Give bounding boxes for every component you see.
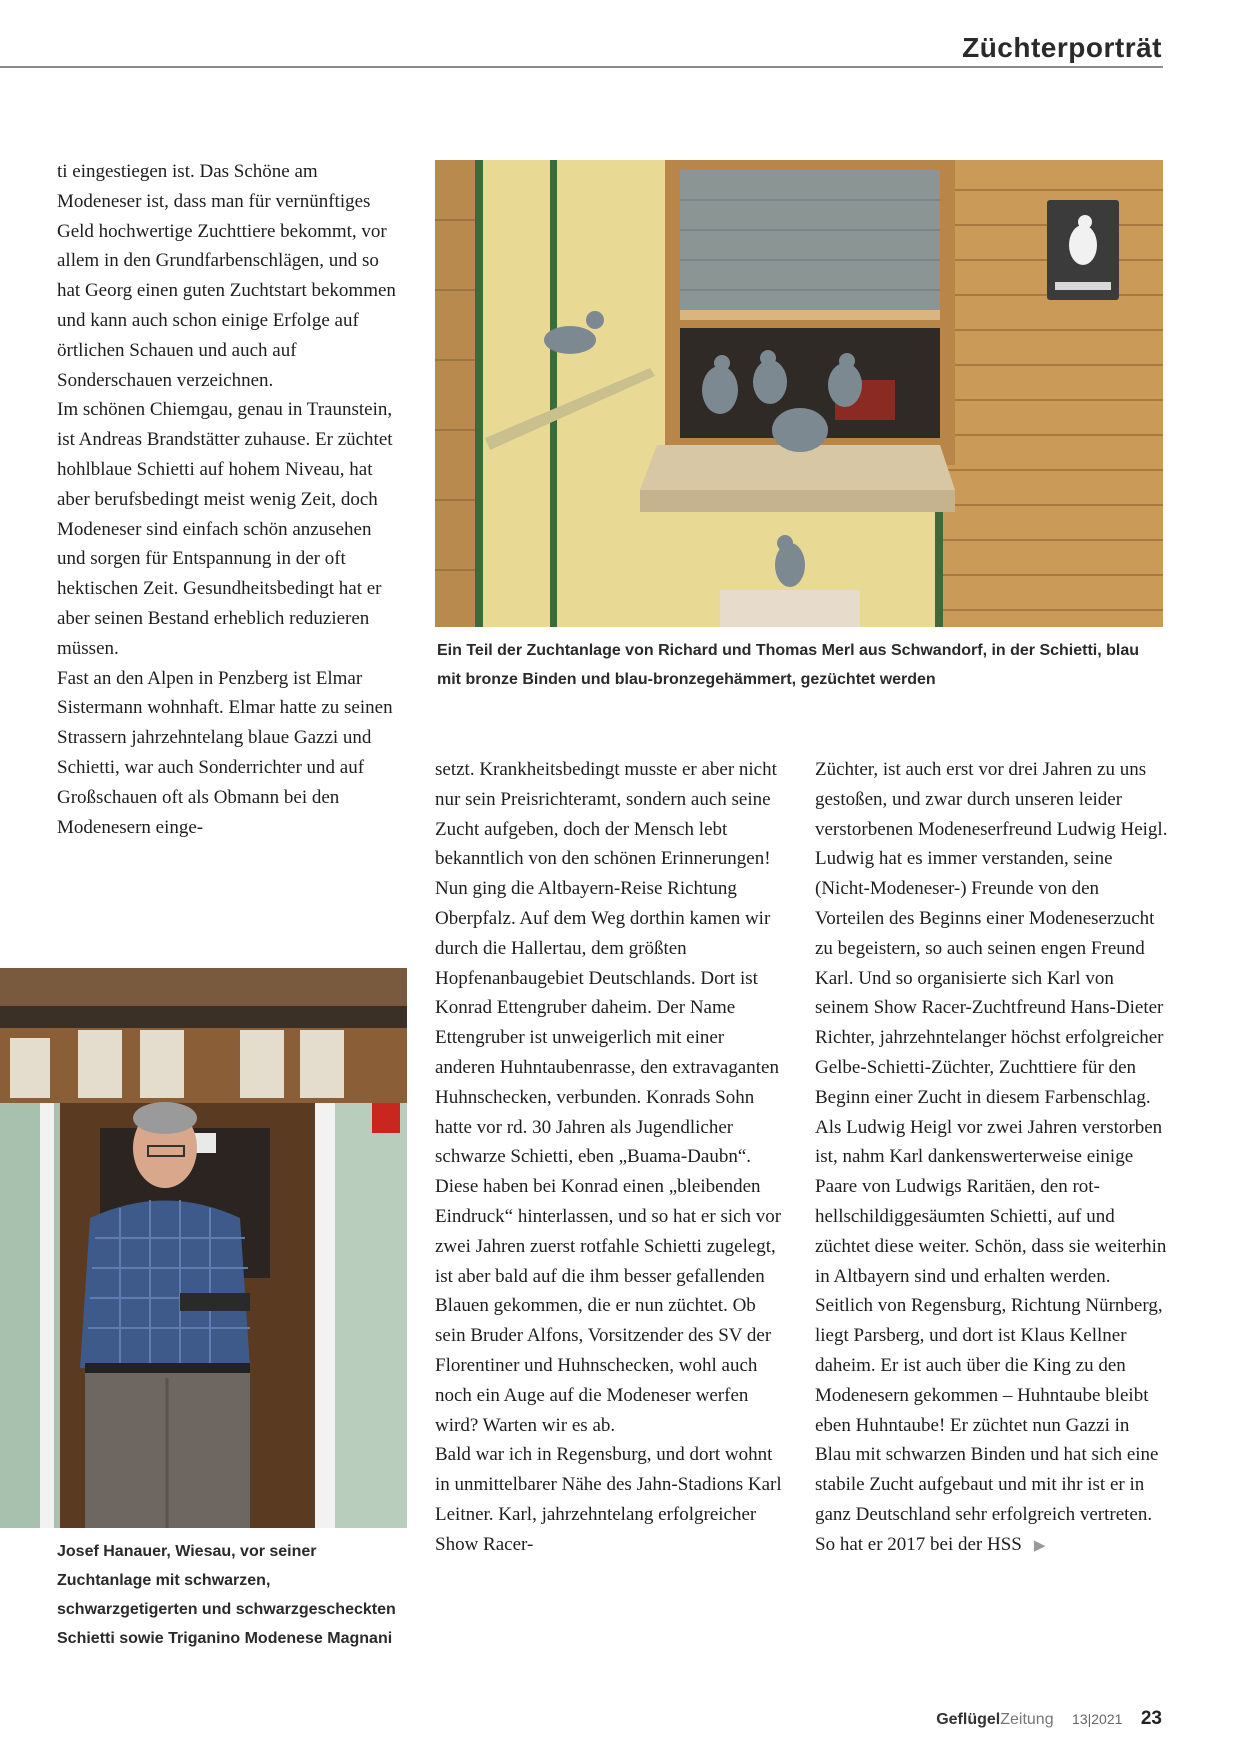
paragraph: Züchter, ist auch erst vor drei Jahren zu uns gestoßen, und zwar durch unseren leider verstorbenen Modeneserfreund Ludwig Heigl. Ludwig hat es immer verstanden, seine (Nicht-Modeneser-) Freunde von den Vorteilen des Beginns einer Modeneserzucht zu begeistern, so auch seinen engen Freund Karl. Und so organisierte sich Karl von seinem Show Racer-Zuchtfreund Hans-Dieter Richter, jahrzehntelanger höchst erfolgreicher Gelbe-Schietti-Züchter, Zuchttiere für den Beginn einer Zucht in diesem Farbenschlag. Als Ludwig Heigl vor zwei Jahren verstorben ist, nahm Karl dankenswerterweise einige Paare von Ludwigs Raritäen, den rot-hellschildiggesäumten Schietti, auf und züchtet diese weiter. Schön, dass sie weiterhin in Altbayern sind und erhalten werden. bbox=[815, 759, 1168, 1287]
header-rule bbox=[0, 66, 1163, 68]
caption-pigeon-loft: Ein Teil der Zuchtanlage von Richard und Thomas Merl aus Schwandorf, in der Schietti, blau mit bronze Binden und blau-bronzegehämmert, gezüchtet werden bbox=[437, 642, 1140, 688]
magazine-brand-bold: Geflügel bbox=[936, 1711, 1001, 1728]
breeder-portrait-illustration bbox=[0, 968, 407, 1528]
paragraph: Fast an den Alpen in Penzberg ist Elmar Sistermann wohnhaft. Elmar hatte zu seinen Strassern jahrzehntelang blaue Gazzi und Schietti, war auch Sonderrichter und auf Großschauen oft als Obmann bei den Modenesern einge- bbox=[57, 667, 393, 838]
paragraph: ti eingestiegen ist. Das Schöne am Modeneser ist, dass man für vernünftiges Geld hochwertige Zuchttiere bekommt, vor allem in den Grundfarbenschlägen, und so hat Georg einen guten Zuchtstart bekommen und kann auch schon einige Erfolge auf örtlichen Schauen und auch auf Sonderschauen verzeichnen. bbox=[57, 161, 396, 391]
paragraph: setzt. Krankheitsbedingt musste er aber nicht nur sein Preisrichteramt, sondern auch seine Zucht aufgeben, doch der Mensch lebt bekanntlich von den schönen Erinnerungen! bbox=[435, 759, 777, 870]
continue-arrow-icon: ▶ bbox=[1033, 1537, 1046, 1554]
paragraph bbox=[815, 1291, 1170, 1561]
caption-breeder-portrait: Josef Hanauer, Wiesau, vor seiner Zuchtanlage mit schwarzen, schwarzgetigerten und schwarzgescheckten Schietti sowie Triganino Modenese Magnani bbox=[57, 1543, 396, 1647]
text-column-1 bbox=[57, 157, 402, 842]
paragraph: Bald war ich in Regensburg, und dort wohnt in unmittelbarer Nähe des Jahn-Stadions Karl Leitner. Karl, jahrzehntelang erfolgreicher Show Racer- bbox=[435, 1444, 782, 1555]
section-title: Züchterporträt bbox=[962, 32, 1162, 63]
paragraph-text: Seitlich von Regensburg, Richtung Nürnberg, liegt Parsberg, und dort ist Klaus Kellner daheim. Er ist auch über die King zu den Modenesern gekommen – Huhntaube bleibt eben Huhntaube! Er züchtet nun Gazzi in Blau mit schwarzen Binden und hat sich eine stabile Zucht aufgebaut und mit ihr ist er in ganz Deutschland sehr erfolgreich vertreten. So hat er 2017 bei der HSS bbox=[815, 1295, 1163, 1555]
pigeon-loft-illustration bbox=[435, 160, 1163, 627]
paragraph: Im schönen Chiemgau, genau in Traunstein, ist Andreas Brandstätter zuhause. Er züchtet hohlblaue Schietti auf hohem Niveau, hat aber berufsbedingt meist wenig Zeit, doch Modeneser sind einfach schön anzusehen und sorgen für Entspannung in der oft hektischen Zeit. Gesundheitsbedingt hat er aber seinen Bestand erheblich reduzieren müssen. bbox=[57, 399, 393, 659]
photo-breeder-portrait bbox=[0, 968, 407, 1528]
page-footer bbox=[936, 1708, 1162, 1730]
text-column-3 bbox=[815, 755, 1170, 1562]
paragraph: Nun ging die Altbayern-Reise Richtung Oberpfalz. Auf dem Weg dorthin kamen wir durch die Hallertau, dem größten Hopfenanbaugebiet Deutschlands. Dort ist Konrad Ettengruber daheim. Der Name Ettengruber ist unweigerlich mit einer anderen Huhntaubenrasse, den extravaganten Huhnschecken, verbunden. Konrads Sohn hatte vor rd. 30 Jahren als Jugendlicher schwarze Schietti, eben „Buama-Daubn“. Diese haben bei Konrad einen „bleibenden Eindruck“ hinterlassen, und so hat er sich vor zwei Jahren zuerst rotfahle Schietti zugelegt, ist aber bald auf die ihm besser gefallenden Blauen gekommen, die er nun züchtet. Ob sein Bruder Alfons, Vorsitzender des SV der Florentiner und Huhnschecken, wohl auch noch ein Auge auf die Modeneser werfen wird? Warten wir es ab. bbox=[435, 878, 782, 1436]
photo-pigeon-loft bbox=[435, 160, 1163, 627]
issue-number: 13|2021 bbox=[1072, 1711, 1123, 1727]
magazine-brand-light: Zeitung bbox=[1000, 1711, 1054, 1728]
text-column-2 bbox=[435, 755, 785, 1560]
page-number: 23 bbox=[1140, 1708, 1162, 1729]
